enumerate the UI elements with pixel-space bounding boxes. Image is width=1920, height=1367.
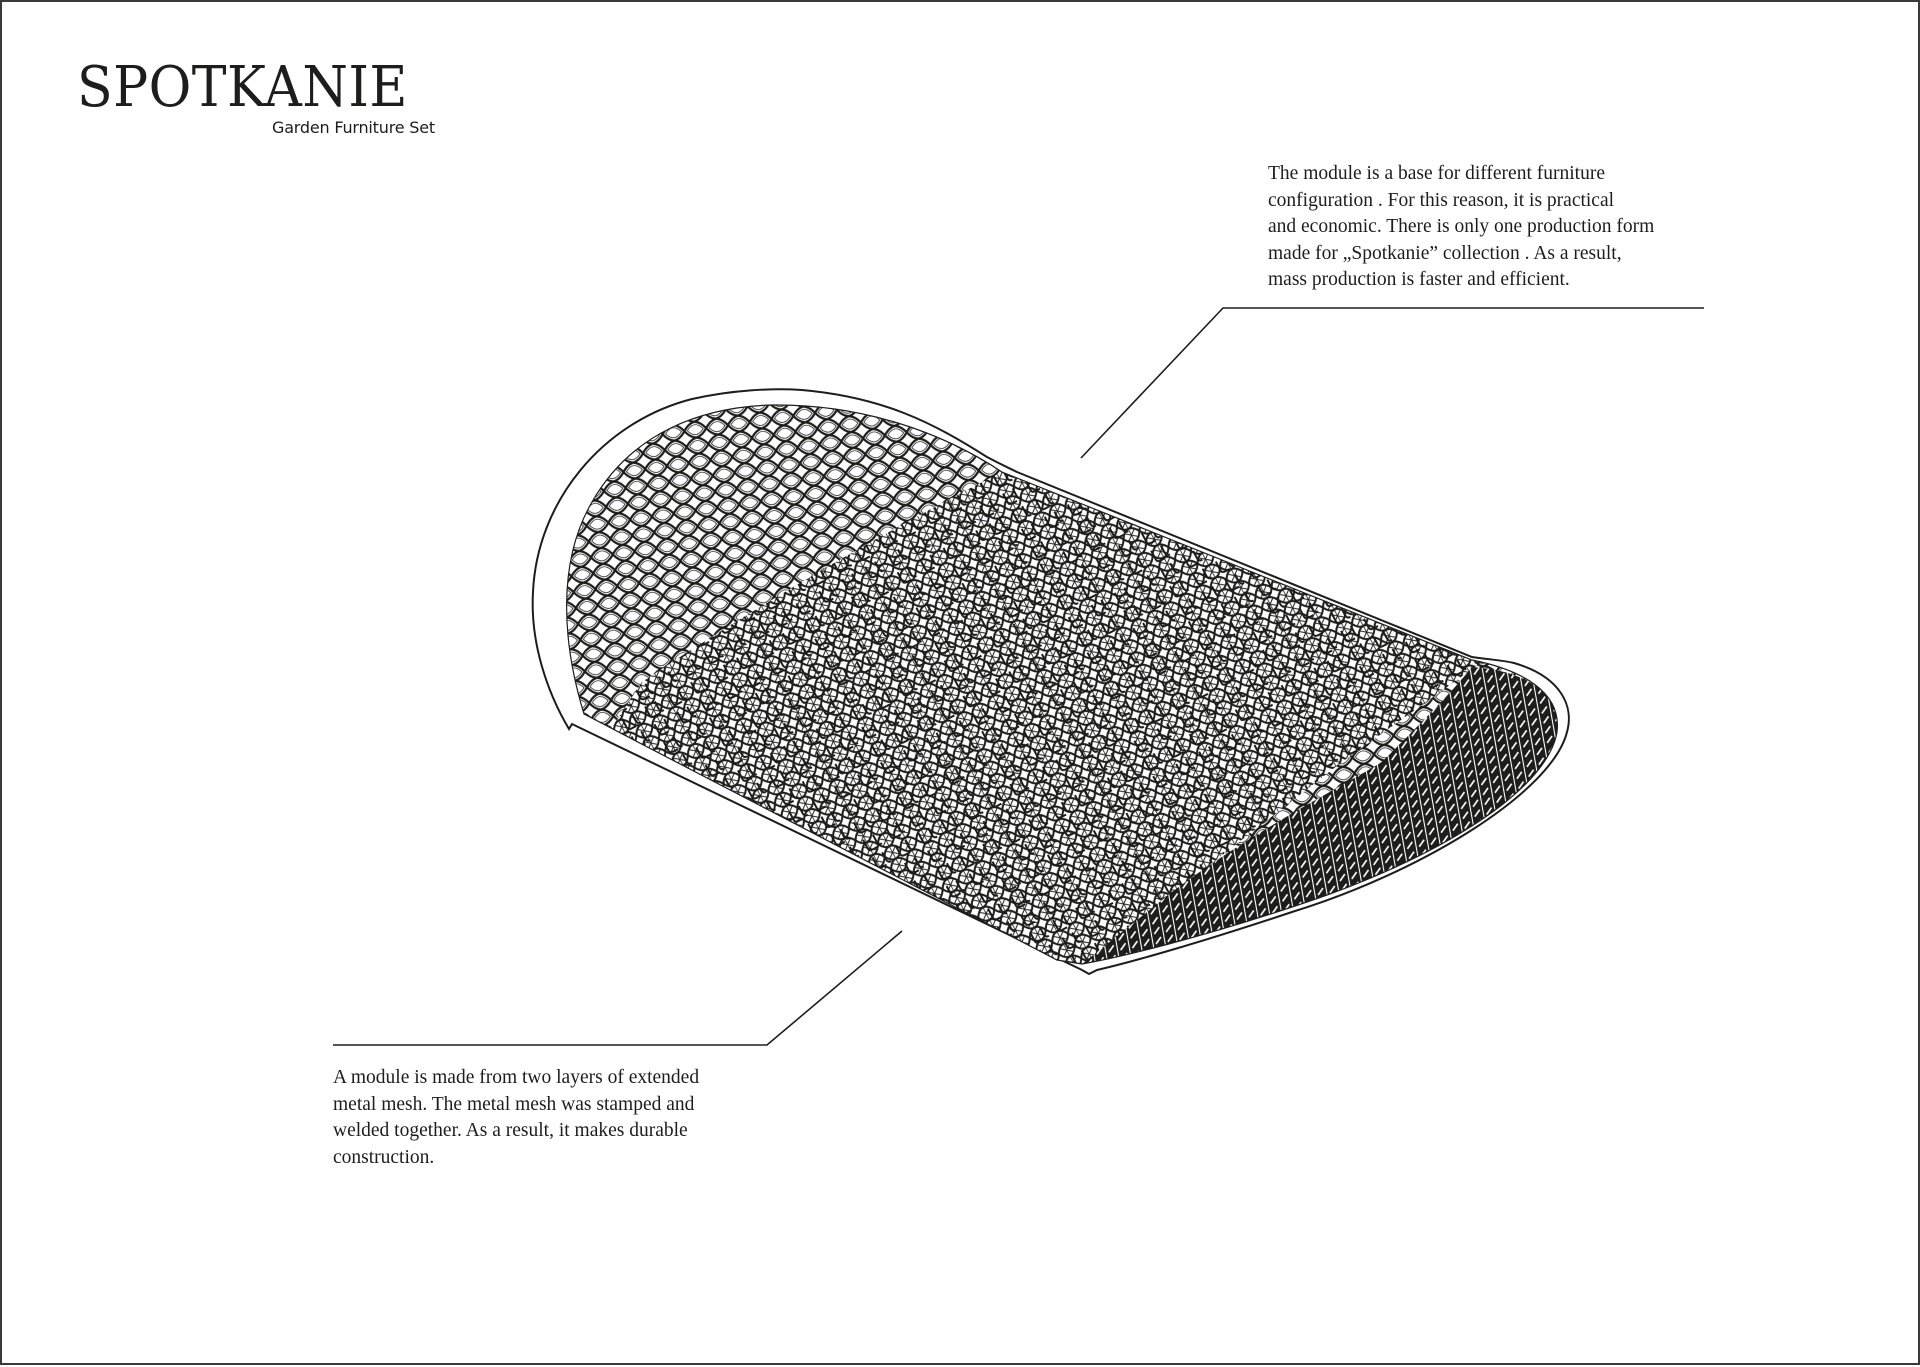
leader-line-top	[1081, 308, 1704, 458]
annotation-bottom-line: A module is made from two layers of extended	[333, 1067, 700, 1088]
annotation-bottom-line: welded together. As a result, it makes durable	[333, 1120, 688, 1141]
annotation-bottom-line: construction.	[333, 1146, 435, 1168]
annotation-top-line: and economic. There is only one production form	[1268, 216, 1655, 237]
leader-line-bottom	[333, 931, 902, 1045]
annotation-bottom	[333, 1065, 773, 1171]
annotation-top-line: made for „Spotkanie” collection . As a result,	[1268, 242, 1622, 264]
annotation-top-line: mass production is faster and efficient.	[1268, 269, 1570, 290]
module-inner-edge	[567, 405, 1558, 964]
module-outer-rim	[533, 389, 1569, 974]
page-title: SPOTKANIE	[77, 55, 408, 120]
annotation-bottom-line: metal mesh. The metal mesh was stamped and	[333, 1093, 695, 1115]
page-subtitle: Garden Furniture Set	[272, 118, 435, 137]
annotation-top	[1268, 161, 1728, 294]
annotation-top-line: configuration . For this reason, it is practical	[1268, 189, 1615, 211]
annotation-top-line: The module is a base for different furniture	[1268, 163, 1605, 184]
